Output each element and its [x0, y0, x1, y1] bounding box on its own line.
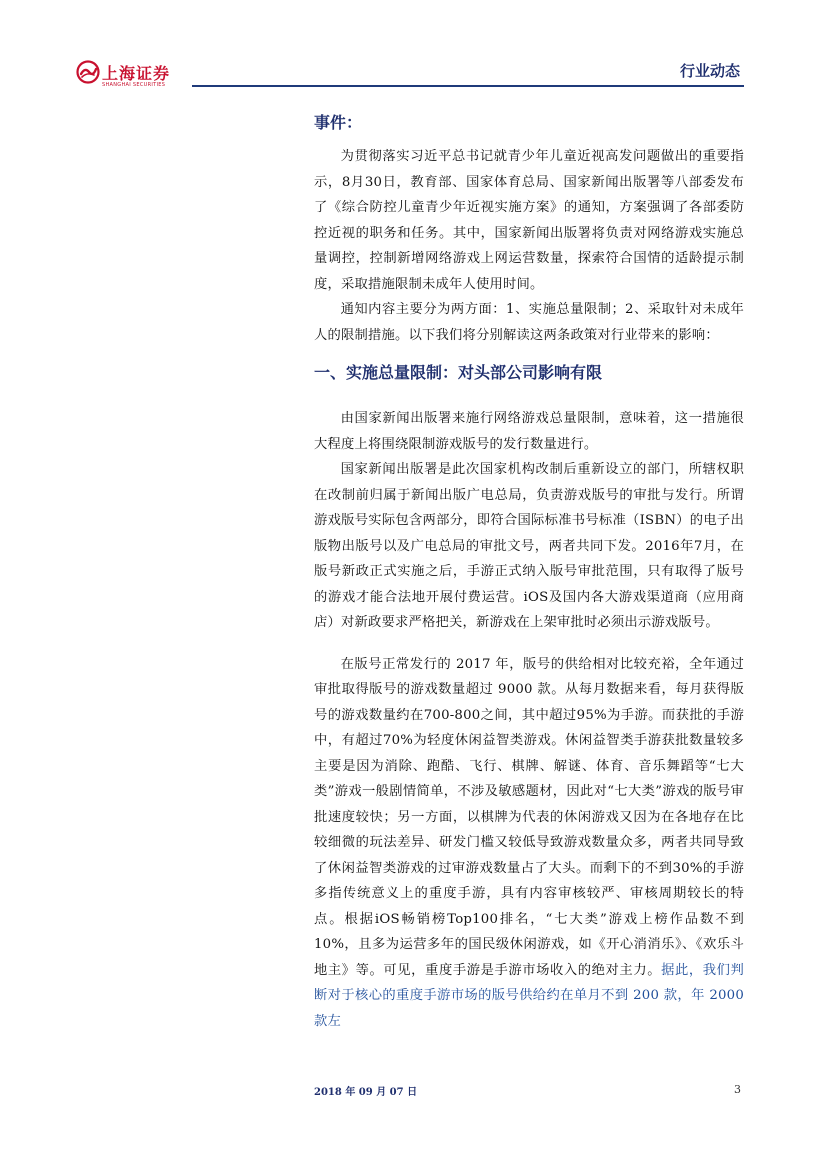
section-heading: 一、实施总量限制：对头部公司影响有限 — [314, 363, 603, 382]
paragraph-spacer — [314, 636, 744, 652]
report-body — [314, 110, 744, 1034]
logo-name: 上海证券 — [102, 64, 171, 83]
report-date: 2018 年 09 月 07 日 — [314, 1087, 418, 1098]
logo-emblem-icon — [76, 60, 100, 84]
section-paragraph-3 — [314, 652, 744, 1035]
logo-english-name: SHANGHAI SECURITIES — [102, 82, 166, 88]
report-section-title: 行业动态 — [679, 62, 740, 80]
section-paragraph-2: 国家新闻出版署是此次国家机构改制后重新设立的部门，所辖权职在改制前归属于新闻出版广电总局，负责游戏版号的审批与发行。所谓游戏版号实际包含两部分，即符合国际标准书号标准（ISBN）的电子出版物出版号以及广电总局的审批文号，两者共同下发。2016年7月，在版号新政正式实施之后，手游正式纳入版号审批范围，只有取得了版号的游戏才能合法地开展付费运营。iOS及国内各大游戏渠道商（应用商店）对新政要求严格把关，新游戏在上架审批时必须出示游戏版号。 — [314, 462, 744, 630]
event-paragraph-2: 通知内容主要分为两方面：1、实施总量限制；2、采取针对未成年人的限制措施。以下我们将分别解读这两条政策对行业带来的影响： — [314, 302, 744, 343]
page-number: 3 — [734, 1083, 741, 1096]
highlighted-conclusion: 据此，我们判断对于核心的重度手游市场的版号供给约在单月不到 200 款，年 2000 款左 — [314, 962, 745, 1029]
event-heading: 事件： — [314, 113, 363, 132]
header-divider — [192, 85, 744, 87]
event-paragraph-1: 为贯彻落实习近平总书记就青少年儿童近视高发问题做出的重要指示，8月30日，教育部、国家体育总局、国家新闻出版署等八部委发布了《综合防控儿童青少年近视实施方案》的通知，方案强调了各部委防控近视的职务和任务。其中，国家新闻出版署将负责对网络游戏实施总量调控，控制新增网络游戏上网运营数量，探索符合国情的适龄提示制度，采取措施限制未成年人使用时间。 — [314, 149, 744, 292]
company-logo — [76, 60, 186, 92]
section-paragraph-1: 由国家新闻出版署来施行网络游戏总量限制，意味着，这一措施很大程度上将围绕限制游戏版号的发行数量进行。 — [314, 411, 744, 452]
page-header — [76, 58, 744, 92]
paragraph-3-body: 在版号正常发行的 2017 年，版号的供给相对比较充裕，全年通过审批取得版号的游戏数量超过 9000 款。从每月数据来看，每月获得版号的游戏数量约在700-800之间，其中超过95%为手游。而获批的手游中，有超过70%为轻度休闲益智类游戏。休闲益智类手游获批数量较多主要是因为消除、跑酷、飞行、棋牌、解谜、体育、音乐舞蹈等“七大类”游戏一般剧情简单，不涉及敏感题材，因此对“七大类”游戏的版号审批速度较快；另一方面，以棋牌为代表的休闲游戏又因为在各地存在比较细微的玩法差异、研发门槛又较低导致游戏数量众多，两者共同导致了休闲益智类游戏的过审游戏数量占了大头。而剩下的不到30%的手游多指传统意义上的重度手游，具有内容审核较严、审核周期较长的特点。根据iOS畅销榜Top100排名，“七大类”游戏上榜作品数不到10%，且多为运营多年的国民级休闲游戏，如《开心消消乐》、《欢乐斗地主》等。可见，重度手游是手游市场收入的绝对主力。 — [314, 656, 744, 978]
